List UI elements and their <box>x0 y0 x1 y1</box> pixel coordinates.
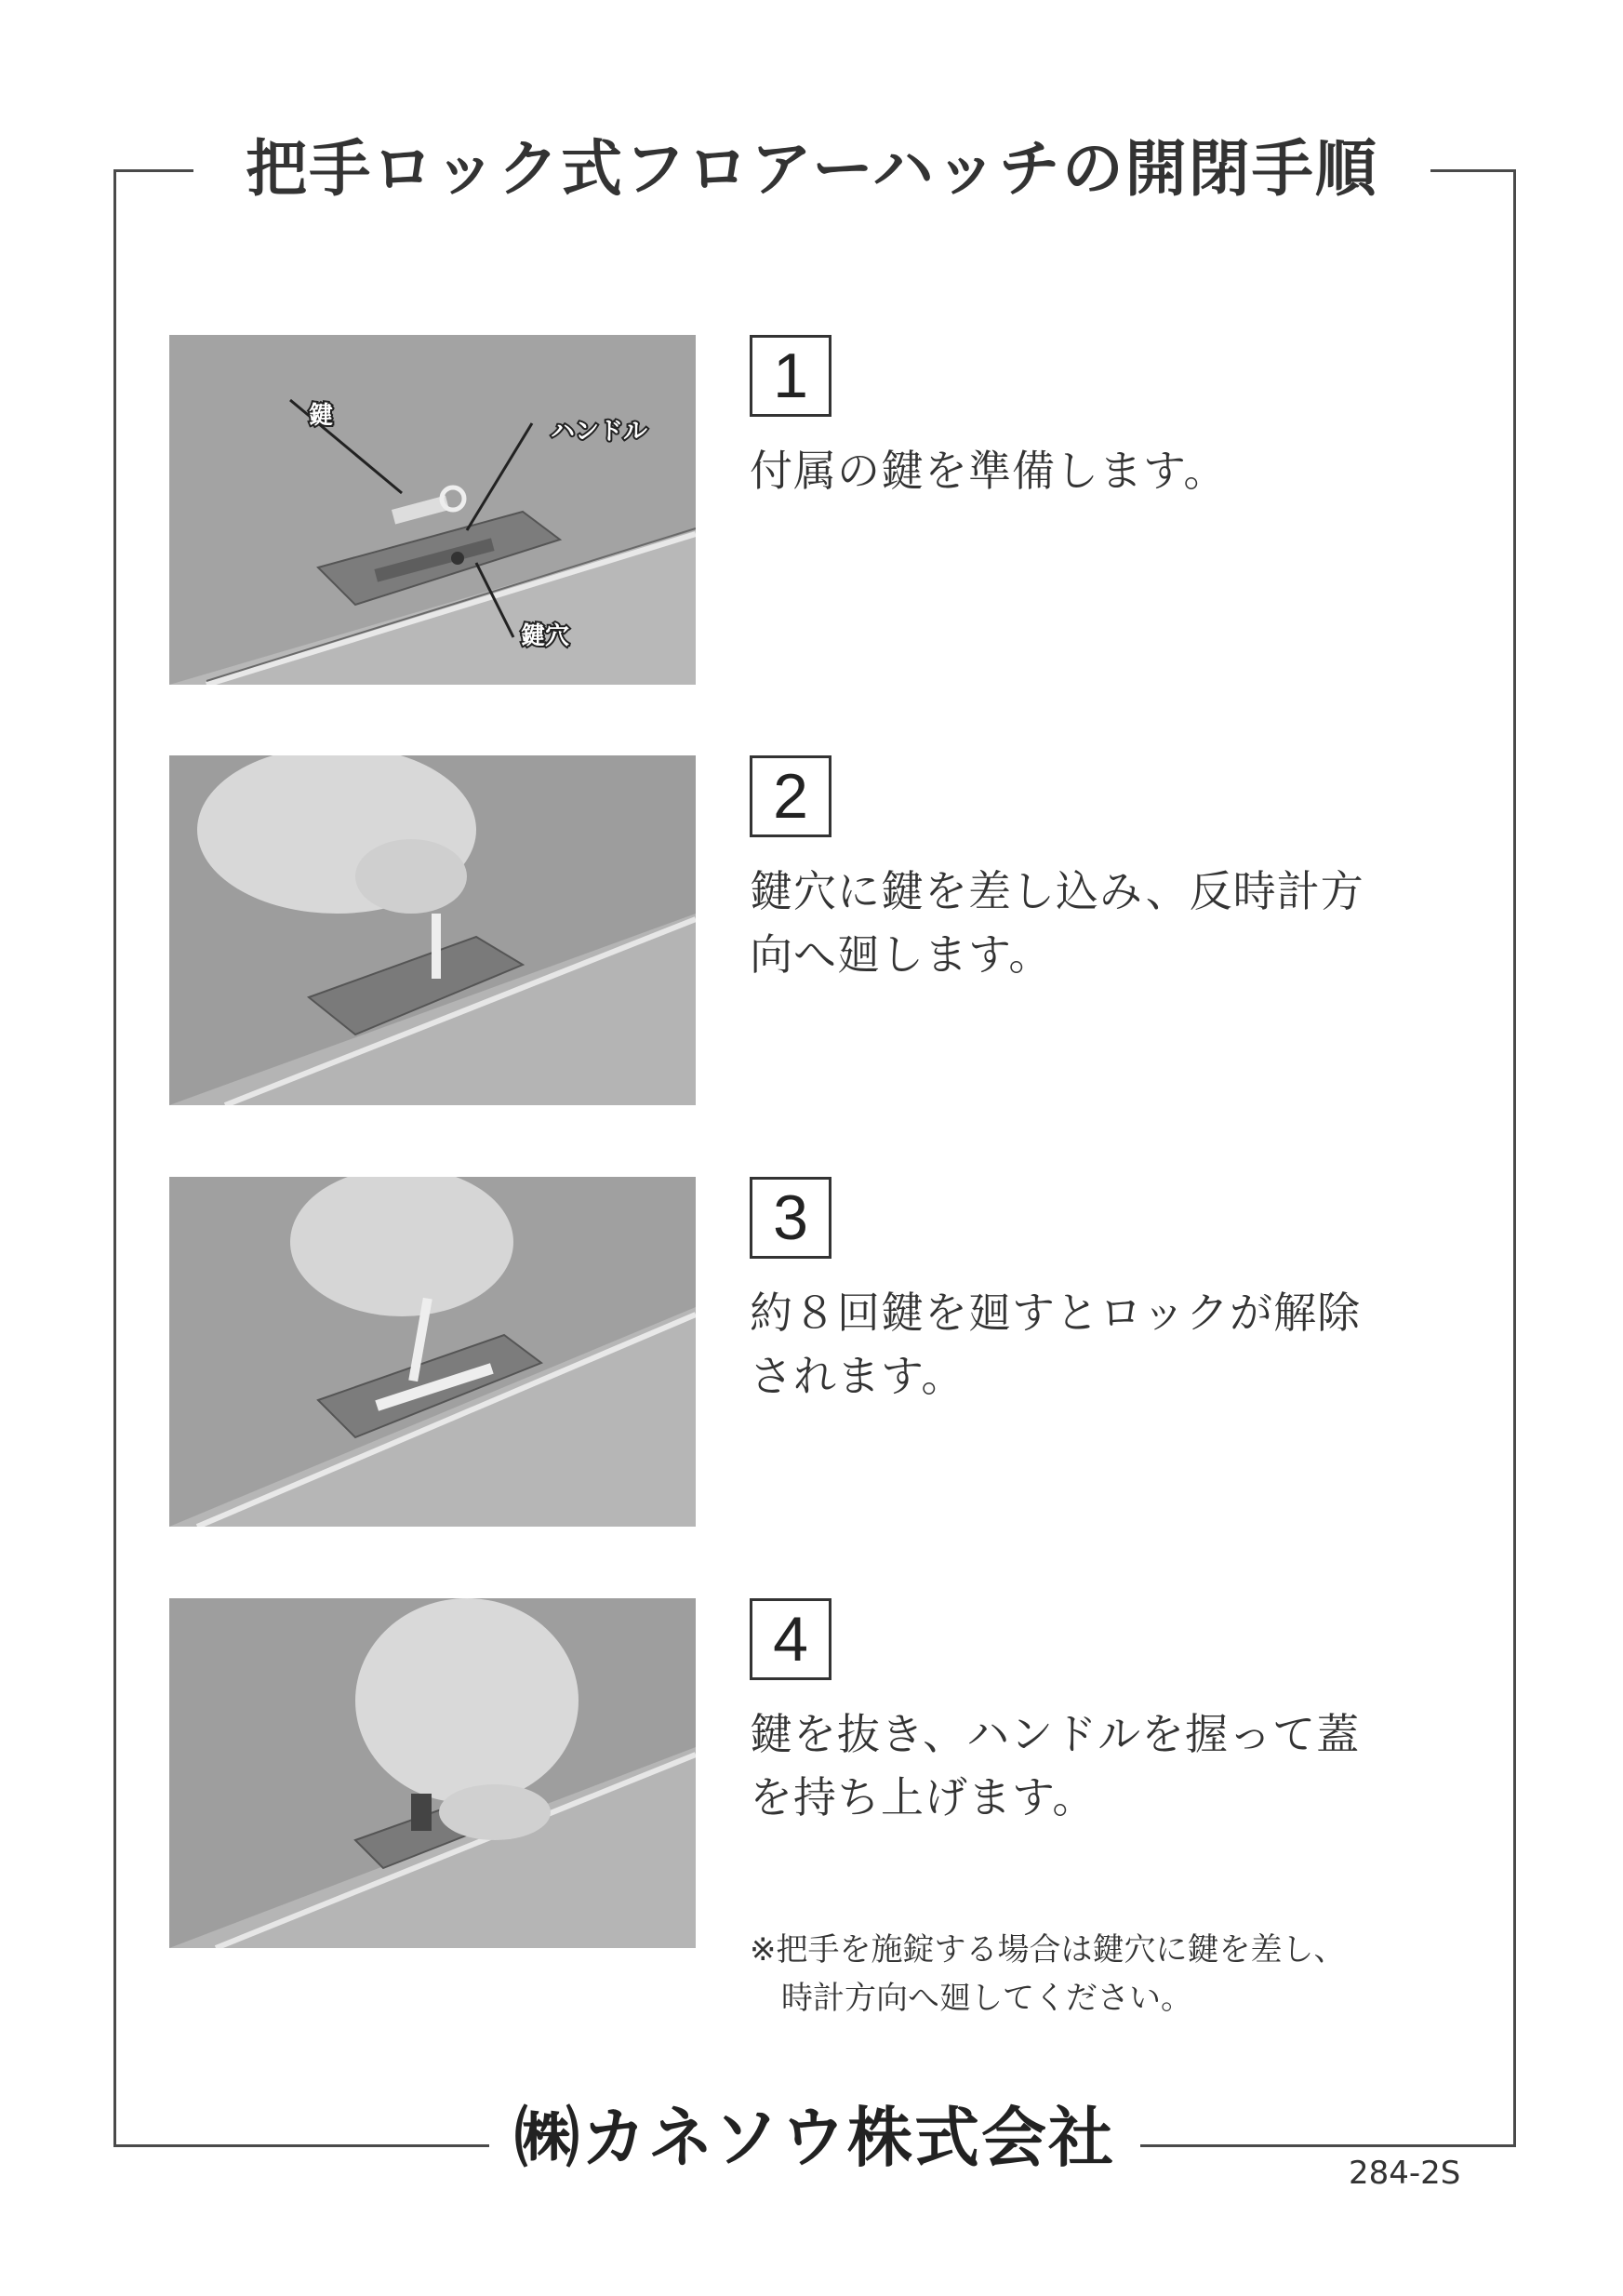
step-2-text: 鍵穴に鍵を差し込み、反時計方 向へ廻します。 <box>750 866 1364 980</box>
step-4-text: 鍵を抜き、ハンドルを握って蓋 を持ち上げます。 <box>750 1709 1361 1822</box>
step-3-photo <box>169 1177 696 1527</box>
step-3-text: 約８回鍵を廻すとロックが解除 されます。 <box>750 1288 1362 1401</box>
key-label: 鍵 <box>309 402 334 430</box>
step-1-text: 付属の鍵を準備します。 <box>750 446 1228 496</box>
keyhole-label: 鍵穴 <box>521 622 570 650</box>
step-3-number: 3 <box>750 1177 831 1259</box>
step-4-illustration <box>169 1598 696 1948</box>
step-2-illustration <box>169 755 696 1105</box>
step-4-number: 4 <box>750 1598 831 1680</box>
step-2-photo <box>169 755 696 1105</box>
step-1-number: 1 <box>750 335 831 417</box>
handle-label: ハンドル <box>551 418 648 446</box>
locking-note: ※把手を施錠する場合は鍵穴に鍵を差し、 時計方向へ廻してください。 <box>750 1931 1346 2017</box>
step-3-illustration <box>169 1177 696 1527</box>
company-name: ㈱カネソウ株式会社 <box>489 2091 1140 2184</box>
step-4-photo <box>169 1598 696 1948</box>
document-code: 284-2S <box>1349 2155 1461 2192</box>
page-title: 把手ロック式フロアーハッチの開閉手順 <box>193 130 1430 208</box>
step-1-illustration <box>169 335 696 685</box>
step-1-photo <box>169 335 696 685</box>
step-2-number: 2 <box>750 755 831 837</box>
